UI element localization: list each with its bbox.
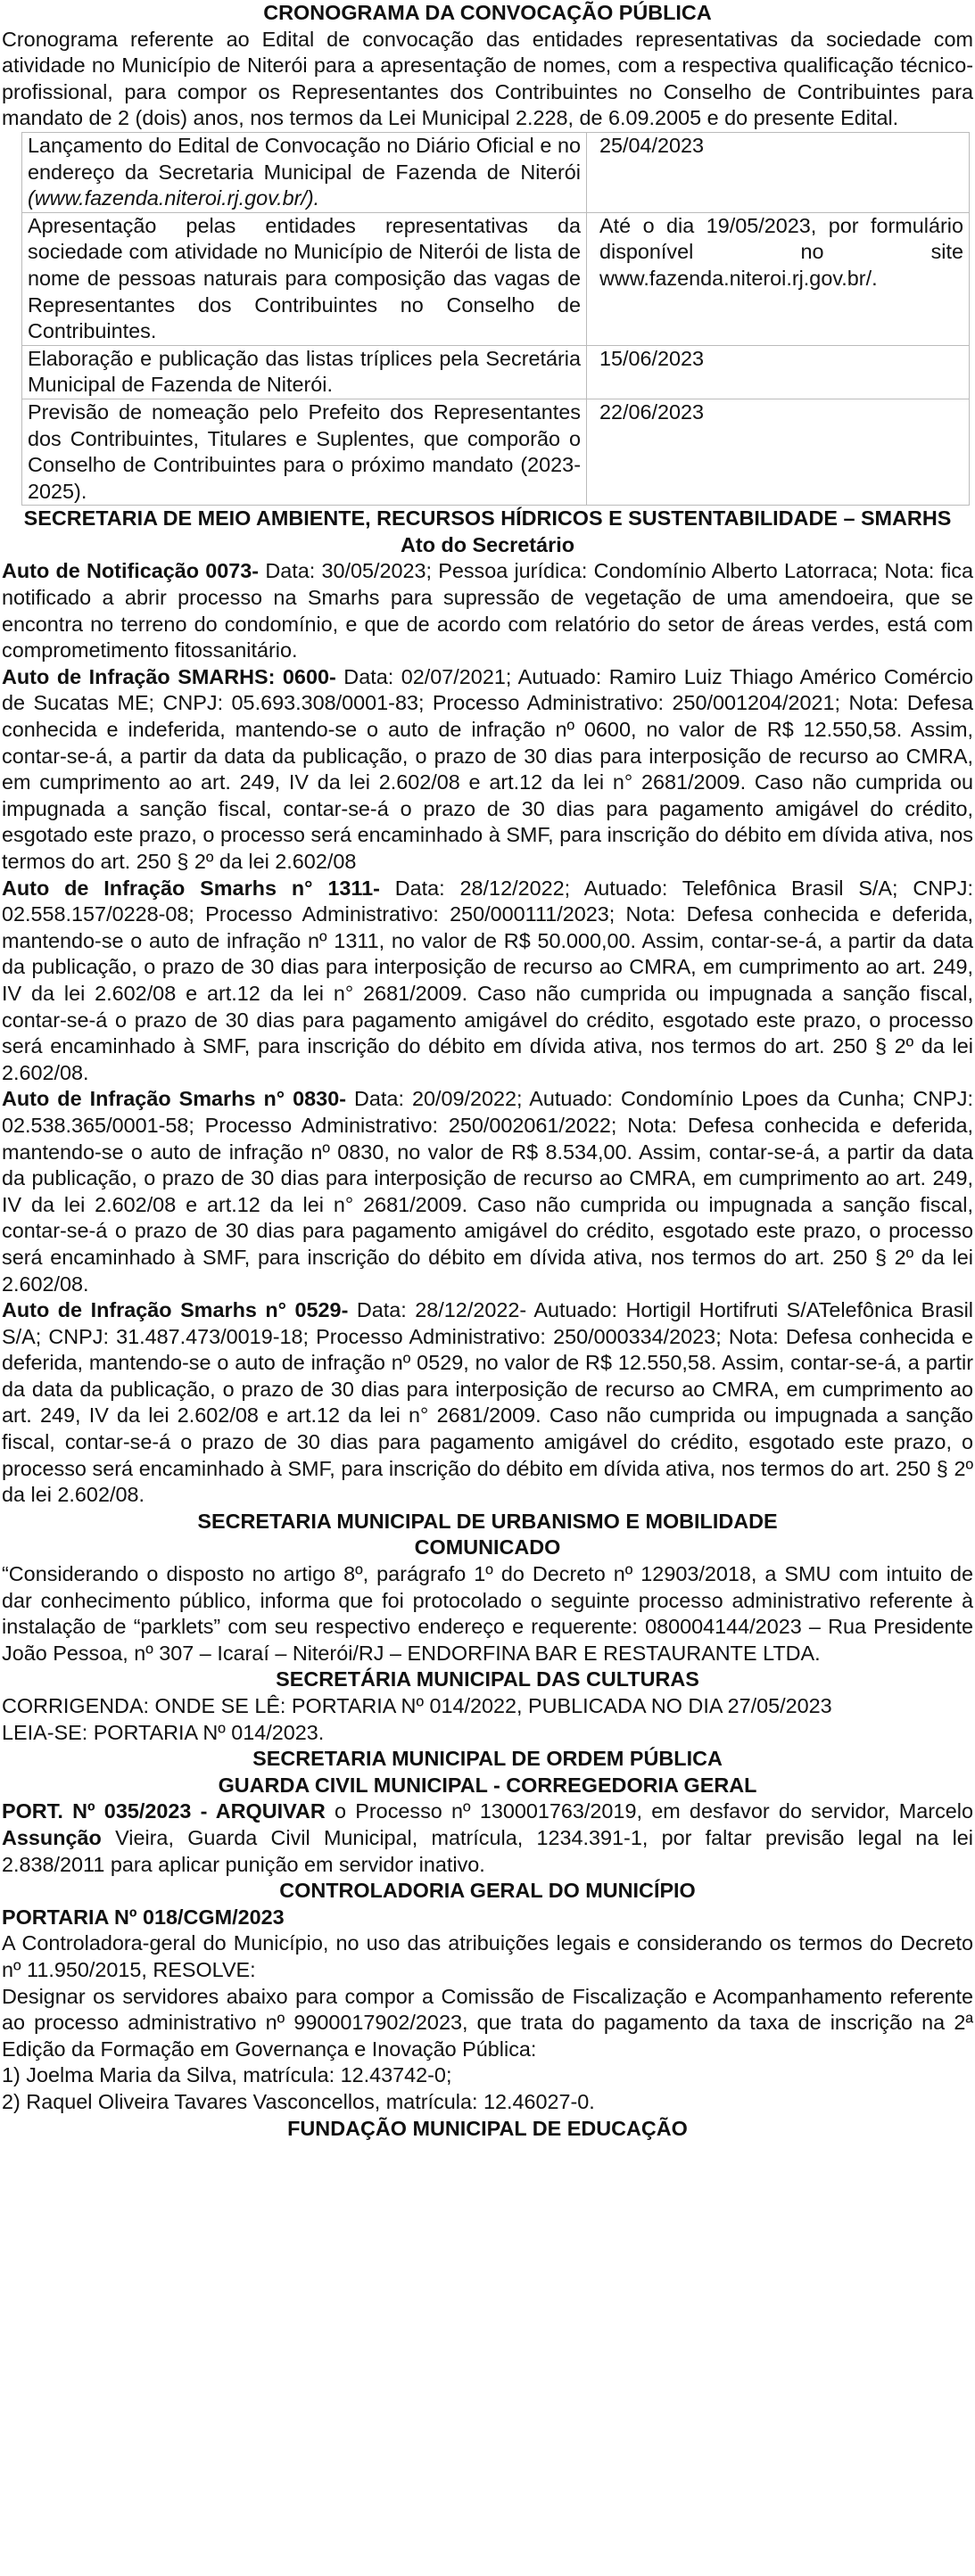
activity-cell: Lançamento do Edital de Convocação no Diário Oficial e no endereço da Secretaria Municipal de Fazenda de Niterói (www.fazenda.niteroi.rj.gov.br/). <box>22 132 587 212</box>
smarhs-heading: SECRETARIA DE MEIO AMBIENTE, RECURSOS HÍDRICOS E SUSTENTABILIDADE – SMARHS <box>23 506 952 531</box>
smarhs-item: Auto de Infração Smarhs n° 1311- Data: 28/12/2022; Autuado: Telefônica Brasil S/A; CNPJ: 02.558.157/0228-08; Processo Administrativo: 250/000111/2023; Nota: Defesa conhecida e deferida, mantendo-se o auto de infração nº 1311, no valor de R$ 50.000,00. Assim, contar-se-á, a partir da data da publicação, o prazo de 30 dias para interposição de recurso ao CMRA, em cumprimento ao art. 249, IV da lei 2.602/08 e art.12 da lei n° 2681/2009. Caso não cumprida ou impugnada a sanção fiscal, contar-se-á o prazo de 30 dias para pagamento amigável do crédito, esgotado este prazo, o processo será encaminhado à SMF, para inscrição do débito em dívida ativa, nos termos do art. 250 § 2º da lei 2.602/08. <box>2 876 973 1084</box>
smarhs-item: Auto de Notificação 0073- Data: 30/05/2023; Pessoa jurídica: Condomínio Alberto Latorraca; Nota: fica notificado a abrir processo na Smarhs para supressão de vegetação de uma amendoeira, que se encontra no terreno do condomínio, e que de acordo com relatório do setor de áreas verdes, está com comprometimento fitossanitário. <box>2 559 974 663</box>
table-row <box>22 399 970 505</box>
cronograma-intro: Cronograma referente ao Edital de convocação das entidades representativas da sociedade com atividade no Município de Niterói para a apresentação de nomes, com a respectiva qualificação técnico-profissional, para compor os Representantes dos Contribuintes no Conselho de Contribuintes para mandato de 2 (dois) anos, nos termos da Lei Municipal 2.228, de 6.09.2005 e do presente Edital. <box>2 27 973 130</box>
controladoria-portaria: PORTARIA Nº 018/CGM/2023 <box>2 1905 285 1929</box>
ordem-publica-heading: SECRETARIA MUNICIPAL DE ORDEM PÚBLICA <box>252 1747 723 1771</box>
ordem-publica-subheading: GUARDA CIVIL MUNICIPAL - CORREGEDORIA GERAL <box>218 1773 757 1797</box>
ordem-publica-text: PORT. Nº 035/2023 - ARQUIVAR o Processo nº 130001763/2019, em desfavor do servidor, Marcelo Assunção Vieira, Guarda Civil Municipal, matrícula, 1234.391-1, por faltar previsão legal na lei 2.838/2011 para aplicar punição em servidor inativo. <box>2 1799 973 1876</box>
controladoria-text: Designar os servidores abaixo para compor a Comissão de Fiscalização e Acompanhamento referente ao processo administrativo nº 9900017902/2023, que trata do pagamento da taxa de inscrição na 2ª Edição da Formação em Governança e Inovação Pública: <box>2 1984 973 2061</box>
activity-cell: Previsão de nomeação pelo Prefeito dos Representantes dos Contribuintes, Titulares e Suplentes, que comporão o Conselho de Contribuintes para o próximo mandato (2023-2025). <box>22 399 587 505</box>
fundacao-heading: FUNDAÇÃO MUNICIPAL DE EDUCAÇÃO <box>287 2116 688 2140</box>
culturas-line: LEIA-SE: PORTARIA Nº 014/2023. <box>2 1720 325 1744</box>
culturas-line: CORRIGENDA: ONDE SE LÊ: PORTARIA Nº 014/2022, PUBLICADA NO DIA 27/05/2023 <box>2 1694 832 1717</box>
date-cell: 15/06/2023 <box>587 345 970 399</box>
table-row <box>22 345 970 399</box>
date-cell: Até o dia 19/05/2023, por formulário disponível no site www.fazenda.niteroi.rj.gov.br/. <box>587 212 970 345</box>
schedule-table <box>21 132 970 506</box>
smarhs-item: Auto de Infração Smarhs n° 0830- Data: 20/09/2022; Autuado: Condomínio Lpoes da Cunha; CNPJ: 02.538.365/0001-58; Processo Administrativo: 250/002061/2022; Nota: Defesa conhecida e deferida, mantendo-se o auto de infração nº 0830, no valor de R$ 8.534,00. Assim, contar-se-á, a partir da data da publicação, o prazo de 30 dias para interposição de recurso ao CMRA, em cumprimento ao art. 249, IV da lei 2.602/08 e art.12 da lei n° 2681/2009. Caso não cumprida ou impugnada a sanção fiscal, contar-se-á o prazo de 30 dias para pagamento amigável do crédito, esgotado este prazo, o processo será encaminhado à SMF, para inscrição do débito em dívida ativa, nos termos do art. 250 § 2º da lei 2.602/08. <box>2 1087 973 1296</box>
date-cell: 25/04/2023 <box>587 132 970 212</box>
smarhs-subheading: Ato do Secretário <box>401 532 574 556</box>
smarhs-item: Auto de Infração Smarhs n° 0529- Data: 28/12/2022- Autuado: Hortigil Hortifruti S/ATelefônica Brasil S/A; CNPJ: 31.487.473/0019-18; Processo Administrativo: 250/000334/2023; Nota: Defesa conhecida e deferida, mantendo-se o auto de infração nº 0529, no valor de R$ 12.550,58. Assim, contar-se-á, a partir da data da publicação, o prazo de 30 dias para interposição de recurso ao CMRA, em cumprimento ao art. 249, IV da lei 2.602/08 e art.12 da lei n° 2681/2009. Caso não cumprida ou impugnada a sanção fiscal, contar-se-á o prazo de 30 dias para pagamento amigável do crédito, esgotado este prazo, o processo será encaminhado à SMF, para inscrição do débito em dívida ativa, nos termos do art. 250 § 2º da lei 2.602/08. <box>2 1298 973 1507</box>
activity-cell: Apresentação pelas entidades representativas da sociedade com atividade no Município de Niterói de lista de nome de pessoas naturais para composição das vagas de Representantes dos Contribuintes no Conselho de Contribuintes. <box>22 212 587 345</box>
smarhs-item: Auto de Infração SMARHS: 0600- Data: 02/07/2021; Autuado: Ramiro Luiz Thiago Américo Comércio de Sucatas ME; CNPJ: 05.693.308/0001-83; Processo Administrativo: 250/001204/2021; Nota: Defesa conhecida e indeferida, mantendo-se o auto de infração nº 0600, no valor de R$ 12.550,58. Assim, contar-se-á, a partir da data da publicação, o prazo de 30 dias para interposição de recurso ao CMRA, em cumprimento ao art. 249, IV da lei 2.602/08 e art.12 da lei n° 2681/2009. Caso não cumprida ou impugnada a sanção fiscal, contar-se-á o prazo de 30 dias para pagamento amigável do crédito, esgotado este prazo, o processo será encaminhado à SMF, para inscrição do débito em dívida ativa, nos termos do art. 250 § 2º da lei 2.602/08 <box>2 664 973 873</box>
controladoria-heading: CONTROLADORIA GERAL DO MUNICÍPIO <box>279 1879 696 1903</box>
list-item: 2) Raquel Oliveira Tavares Vasconcellos, matrícula: 12.46027-0. <box>2 2089 595 2113</box>
activity-cell: Elaboração e publicação das listas tríplices pela Secretária Municipal de Fazenda de Niterói. <box>22 345 587 399</box>
urbanismo-subheading: COMUNICADO <box>414 1535 561 1560</box>
cronograma-title: CRONOGRAMA DA CONVOCAÇÃO PÚBLICA <box>263 1 712 24</box>
list-item: 1) Joelma Maria da Silva, matrícula: 12.43742-0; <box>2 2063 452 2087</box>
table-row <box>22 212 970 345</box>
culturas-heading: SECRETÁRIA MUNICIPAL DAS CULTURAS <box>276 1667 699 1691</box>
urbanismo-heading: SECRETARIA MUNICIPAL DE URBANISMO E MOBILIDADE <box>197 1509 778 1533</box>
urbanismo-text: “Considerando o disposto no artigo 8º, parágrafo 1º do Decreto nº 12903/2018, a SMU com intuito de dar conhecimento público, informa que foi protocolado o seguinte processo administrativo referente à instalação de “parklets” com seu respectivo endereço e requerente: 080004144/2023 – Rua Presidente João Pessoa, nº 307 – Icaraí – Niterói/RJ – ENDORFINA BAR E RESTAURANTE LTDA. <box>2 1562 973 1665</box>
site-link[interactable]: (www.fazenda.niteroi.rj.gov.br/). <box>28 186 320 210</box>
date-cell: 22/06/2023 <box>587 399 970 505</box>
controladoria-text: A Controladora-geral do Município, no uso das atribuições legais e considerando os termos do Decreto nº 11.950/2015, RESOLVE: <box>2 1931 973 1981</box>
table-row <box>22 132 970 212</box>
